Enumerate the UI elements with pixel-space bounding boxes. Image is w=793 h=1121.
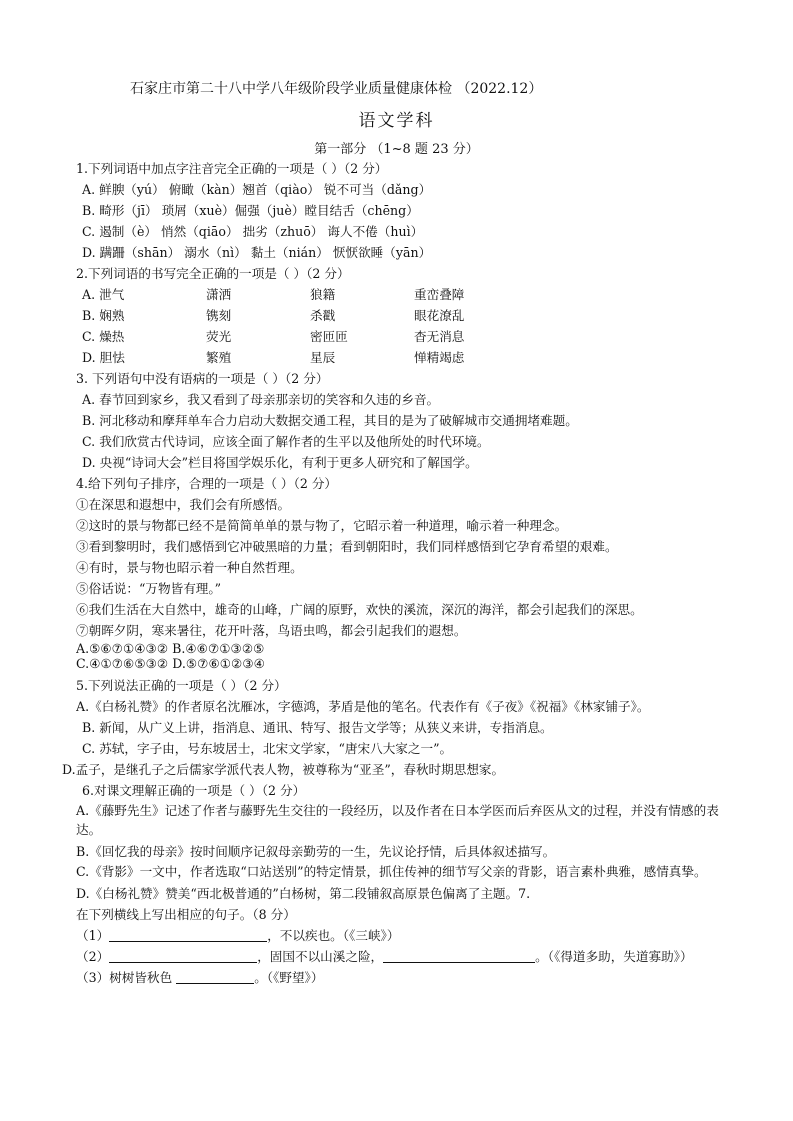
question-7-line-2 (76, 946, 736, 967)
question-7-line-3 (76, 967, 736, 988)
answer-blank[interactable] (176, 969, 254, 984)
option-word: 星辰 (310, 350, 336, 365)
question-4-sentence-1: ①在深思和遐想中，我们会有所感悟。 (76, 497, 291, 512)
question-4-stem: 4.给下列句子排序，合理的一项是（ ）（2 分） (76, 476, 338, 491)
question-6-stem: 6.对课文理解正确的一项是（ ）（2 分） (82, 783, 306, 798)
question-4-sentence-6: ⑥我们生活在大自然中，雄奇的山峰，广阔的原野，欢快的溪流，深沉的海洋，都会引起我们的深思。 (76, 602, 643, 617)
exam-title: 石家庄市第二十八中学八年级阶段学业质量健康体检 （2022.12） (130, 81, 543, 97)
question-3-option-a: A. 春节回到家乡，我又看到了母亲那亲切的笑容和久违的乡音。 (82, 392, 440, 407)
option-word: 重峦叠障 (414, 287, 465, 302)
question-3-option-d: D. 央视“诗词大会”栏目将国学娱乐化，有利于更多人研究和了解国学。 (82, 455, 478, 470)
answer-blank[interactable] (109, 927, 267, 942)
question-6-option-d: D.《白杨礼赞》赞美“西北极普通的”白杨树，第二段铺叙高原景色偏离了主题。7. (76, 886, 531, 901)
question-1-option-b: B. 畸形（jī） 琐屑（xuè）倔强（juè）瞠目结舌（chēng） (82, 203, 419, 218)
question-4-sentence-7: ⑦朝晖夕阴，寒来暑往，花开叶落，鸟语虫鸣，都会引起我们的遐想。 (76, 623, 467, 638)
question-6-option-b: B.《回忆我的母亲》按时间顺序记叙母亲勤劳的一生，先议论抒情，后具体叙述描写。 (76, 844, 556, 859)
option-word: 杀戳 (310, 308, 336, 323)
line-text: 。（《得道多助，失道寡助》） (535, 949, 693, 964)
question-6-option-a: A.《藤野先生》记述了作者与藤野先生交往的一段经历，以及作者在日本学医而后弃医从文的过程，并没有情感的表达。 (76, 803, 719, 837)
question-4-sentence-2: ②这时的景与物都已经不是简简单单的景与物了，它昭示着一种道理，喻示着一种理念。 (76, 518, 568, 533)
question-1-option-d: D. 蹒跚（shān） 溺水（nì） 黏土（nián） 恹恹欲睡（yān） (82, 245, 432, 260)
question-7-line-1 (76, 925, 736, 946)
question-1-stem: 1.下列词语中加点字注音完全正确的一项是（ ）（2 分） (76, 161, 388, 176)
question-4-sentence-5: ⑤俗话说：“万物皆有理。” (76, 581, 222, 596)
option-word: A. 泄气 (82, 287, 125, 302)
option-word: 潇洒 (206, 287, 232, 302)
question-3-option-b: B. 河北移动和摩拜单车合力启动大数据交通工程，其目的是为了破解城市交通拥堵难题。 (82, 413, 578, 428)
option-word: D. 胆怯 (82, 350, 125, 365)
question-2-option-b (76, 305, 736, 326)
questions-area (62, 158, 736, 988)
option-word: 眼花潦乱 (414, 308, 465, 323)
question-1-option-a: A. 鲜腴（yú） 俯瞰（kàn）翘首（qiào） 锐不可当（dǎng） (82, 182, 432, 197)
question-4-sentence-3: ③看到黎明时，我们感悟到它冲破黑暗的力量；看到朝阳时，我们同样感悟到它孕育希望的艰难。 (76, 539, 618, 554)
option-word: 惮精竭虑 (414, 350, 465, 365)
question-7-stem: 在下列横线上写出相应的句子。（8 分） (76, 907, 296, 922)
question-3-stem: 3. 下列语句中没有语病的一项是（ ）（2 分） (76, 371, 329, 386)
question-2-stem: 2.下列词语的书写完全正确的一项是（ ）（2 分） (76, 266, 350, 281)
answer-blank[interactable] (383, 948, 535, 963)
question-3-option-c: C. 我们欣赏古代诗词，应该全面了解作者的生平以及他所处的时代环境。 (82, 434, 490, 449)
option-word: C. 燥热 (82, 329, 125, 344)
blank-number: （2） (76, 949, 110, 964)
question-5-option-b: B. 新闻，从广义上讲，指消息、通讯、特写、报告文学等；从狭义来讲，专指消息。 (82, 720, 553, 735)
question-2-option-c (76, 326, 736, 347)
question-1-option-c: C. 遏制（è） 悄然（qiāo） 拙劣（zhuō） 诲人不倦（huì） (82, 224, 424, 239)
line-text: 。（《野望》） (254, 970, 324, 985)
line-text: （3）树树皆秋色 (76, 970, 173, 985)
option-word: 杳无消息 (414, 329, 465, 344)
question-4-choices-ab: A.⑤⑥⑦①④③② B.④⑥⑦①③②⑤ (76, 641, 265, 656)
option-word: B. 娴熟 (82, 308, 125, 323)
question-5-option-a: A.《白杨礼赞》的作者原名沈雁冰，字德鸿，茅盾是他的笔名。代表作有《子夜》《祝福》《林家铺子》。 (76, 699, 650, 714)
line-text: ，固国不以山溪之险， (257, 949, 384, 964)
blank-number: （1） (76, 928, 110, 943)
question-2-option-d (76, 347, 736, 368)
part-heading: 第一部分 （1~8 题 23 分） (314, 142, 479, 157)
question-2-option-a (76, 284, 736, 305)
question-4-choices-cd: C.④①⑦⑥⑤③② D.⑤⑦⑥①②③④ (76, 656, 265, 671)
option-word: 繁殖 (206, 350, 232, 365)
subject-title: 语文学科 (358, 111, 435, 131)
option-word: 荧光 (206, 329, 232, 344)
question-4-sentence-4: ④有时，景与物也昭示着一种自然哲理。 (76, 560, 303, 575)
option-word: 镌刻 (206, 308, 232, 323)
question-5-option-c: C. 苏轼，字子由，号东坡居士，北宋文学家，“唐宋八大家之一”。 (82, 741, 453, 756)
question-5-option-d: D.孟子，是继孔子之后儒家学派代表人物，被尊称为“亚圣”，春秋时期思想家。 (62, 762, 505, 777)
option-word: 密匝匝 (310, 329, 348, 344)
option-word: 狼籍 (310, 287, 336, 302)
question-6-option-c: C.《背影》一文中，作者选取“口站送别”的特定情景，抓住传神的细节写父亲的背影，语言素朴典雅，感情真挚。 (76, 864, 707, 879)
question-5-stem: 5.下列说法正确的一项是（ ）（2 分） (76, 678, 287, 693)
answer-blank[interactable] (109, 948, 257, 963)
line-text: ，不以疾也。（《三峡》） (267, 928, 400, 943)
